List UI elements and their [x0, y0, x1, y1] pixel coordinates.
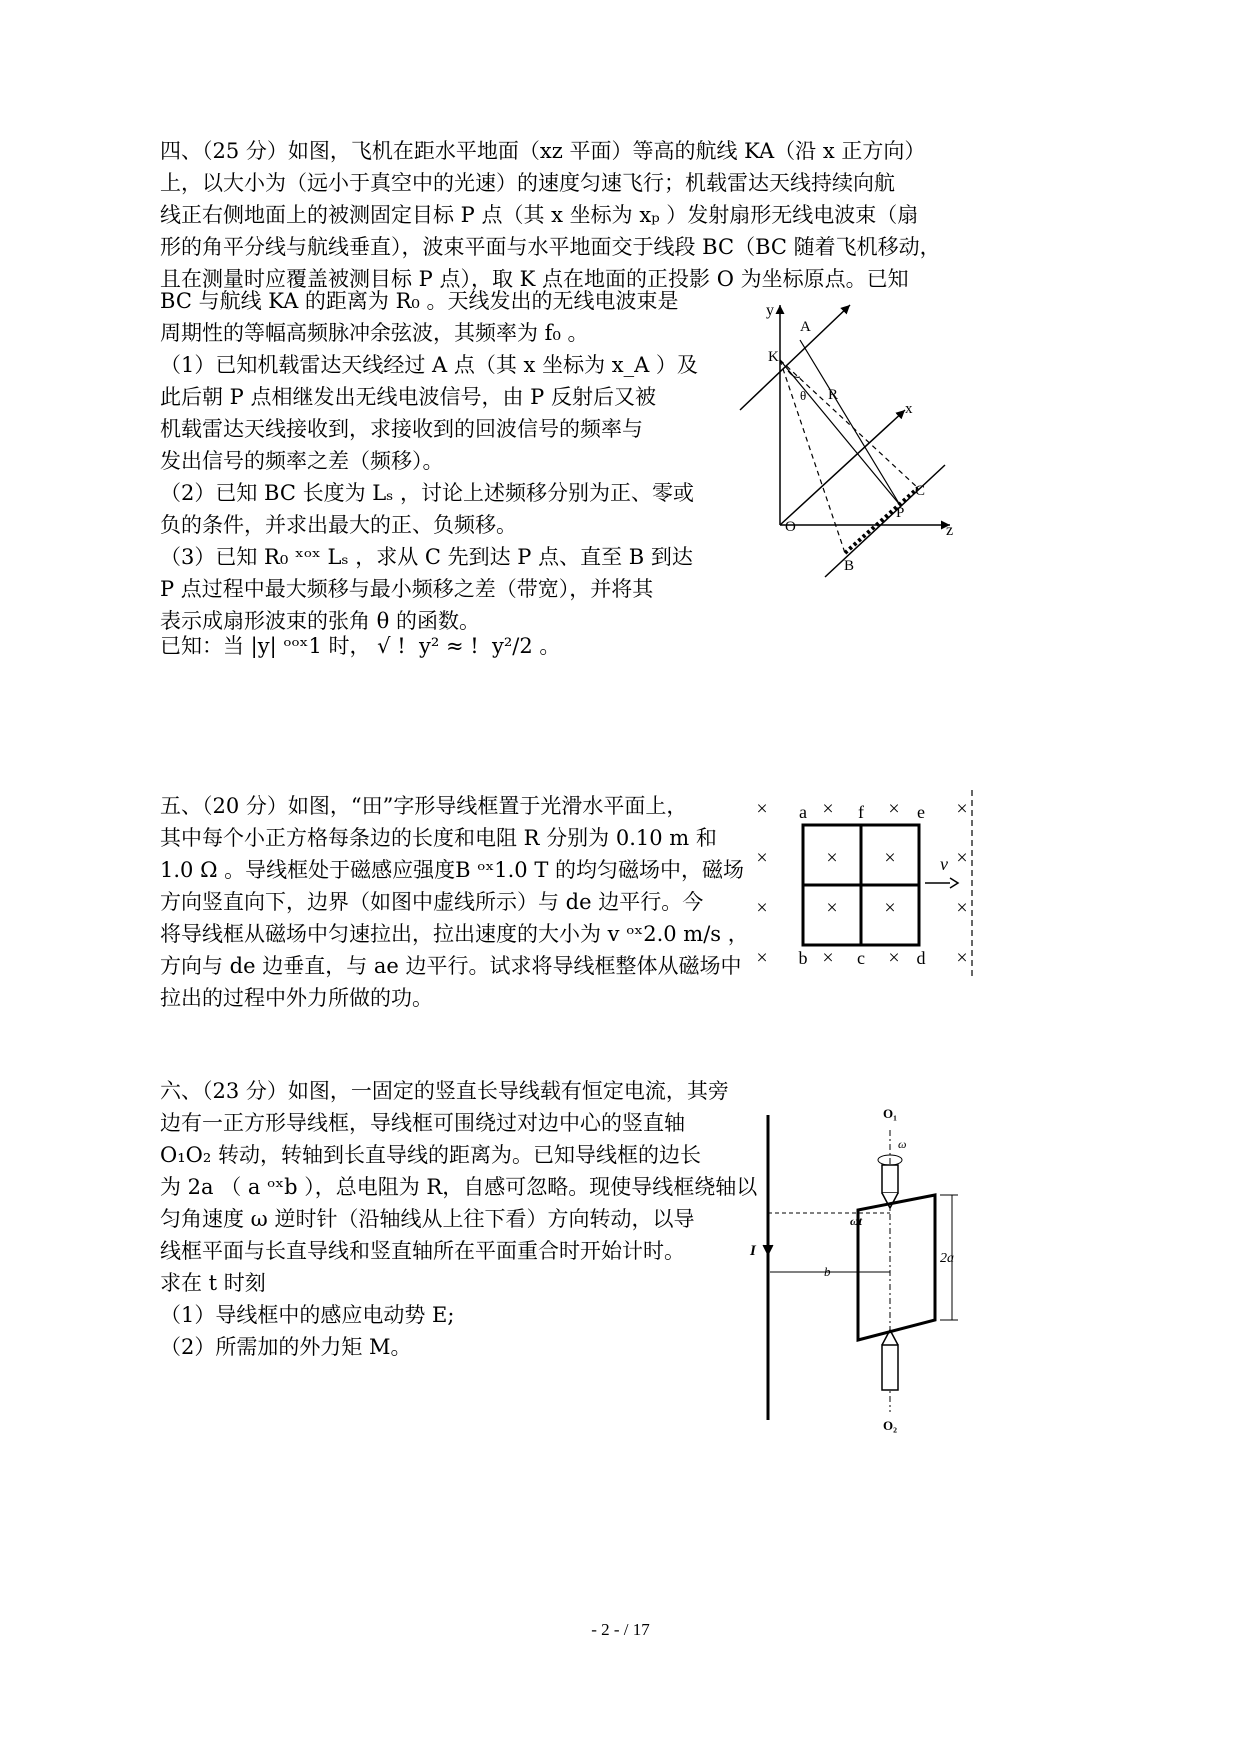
q4-line: 且在测量时应覆盖被测目标 P 点），取 K 点在地面的正投影 O 为坐标原点。已知 — [160, 267, 909, 291]
q5-line: 其中每个小正方格每条边的长度和电阻 R 分别为 0.10 m 和 — [160, 826, 717, 850]
cross-mark: × — [756, 798, 768, 820]
q4-line: 线正右侧地面上的被测固定目标 P 点（其 x 坐标为 xₚ ）发射扇形无线电波束（扇 — [160, 203, 919, 227]
cross-mark: × — [888, 947, 900, 969]
label-b: b — [824, 1264, 831, 1279]
q6-line: 求在 t 时刻 — [160, 1271, 266, 1295]
cross-mark: × — [888, 798, 900, 820]
q5-line: 将导线框从磁场中匀速拉出，拉出速度的大小为 v ᵒˣ2.0 m/s ， — [160, 922, 749, 946]
label-b: B — [844, 558, 855, 574]
q6-line: （2）所需加的外力矩 M。 — [160, 1335, 412, 1359]
label-b: b — [798, 948, 808, 968]
label-f: f — [858, 802, 864, 822]
bottom-holder — [882, 1345, 898, 1390]
q6-line: （1）导线框中的感应电动势 E; — [160, 1303, 455, 1327]
q4-line: BC 与航线 KA 的距离为 R₀ 。天线发出的无线电波束是 — [160, 289, 679, 313]
q5-text — [160, 790, 749, 1014]
q6-line: O₁O₂ 转动，转轴到长直导线的距离为。已知导线框的边长 — [160, 1143, 701, 1167]
label-x: x — [905, 401, 913, 417]
label-c: c — [857, 948, 865, 968]
current-arrowhead — [763, 1245, 773, 1255]
label-theta: θ — [800, 388, 807, 403]
label-o2: O₂ — [883, 1418, 898, 1433]
q6-line: 匀角速度 ω 逆时针（沿轴线从上往下看）方向转动，以导 — [160, 1207, 695, 1231]
q6-line: 边有一正方形导线框，导线框可围绕过对边中心的竖直轴 — [160, 1111, 685, 1135]
q4-line: 四、（25 分）如图，飞机在距水平地面（xz 平面）等高的航线 KA（沿 x 正方向） — [160, 139, 926, 163]
q4-line: 上，以大小为（远小于真空中的光速）的速度匀速飞行；机载雷达天线持续向航 — [160, 171, 895, 195]
cross-mark: × — [822, 798, 834, 820]
q5-line: 五、（20 分）如图，“田”字形导线框置于光滑水平面上， — [160, 794, 688, 818]
label-o1: O₁ — [883, 1106, 898, 1121]
q6-line: 线框平面与长直导线和竖直轴所在平面重合时开始计时。 — [160, 1239, 685, 1263]
label-2a: 2a — [940, 1251, 954, 1266]
label-v: v — [940, 854, 948, 874]
label-r: R — [828, 387, 839, 403]
q4-line: （3）已知 R₀ ˣᵒˣ Lₛ ，求从 C 先到达 P 点、直至 B 到达 — [160, 545, 693, 569]
label-c: C — [915, 483, 926, 499]
label-i: I — [750, 1243, 756, 1259]
cross-mark: × — [956, 897, 968, 919]
velocity-arrowhead — [950, 878, 958, 888]
page-number: - 2 - / 17 — [591, 1620, 650, 1639]
q5-line: 方向与 de 边垂直，与 ae 边平行。试求将导线框整体从磁场中 — [160, 954, 742, 978]
top-holder — [882, 1165, 898, 1193]
label-z: z — [946, 522, 954, 539]
cross-mark: × — [956, 798, 968, 820]
label-a: a — [799, 802, 807, 822]
cross-mark: × — [884, 897, 896, 919]
label-k: K — [768, 349, 779, 365]
q6-loop-diagram — [740, 1100, 980, 1440]
square-loop — [858, 1195, 935, 1340]
q4-line: 此后朝 P 点相继发出无线电波信号，由 P 反射后又被 — [160, 385, 656, 409]
label-d: d — [916, 948, 926, 968]
q4-line: 机载雷达天线接收到，求接收到的回波信号的频率与 — [160, 417, 643, 441]
segment-bc — [845, 488, 918, 553]
q5-frame-diagram — [740, 790, 980, 980]
q5-line: 方向竖直向下，边界（如图中虚线所示）与 de 边平行。今 — [160, 890, 704, 914]
q6-loop-figure — [740, 1100, 980, 1440]
ground-line-bc — [825, 465, 945, 577]
q6-line: 六、（23 分）如图，一固定的竖直长导线载有恒定电流，其旁 — [160, 1079, 729, 1103]
q4-radar-figure — [730, 295, 970, 585]
q4-line: （1）已知机载雷达天线经过 A 点（其 x 坐标为 x_A ）及 — [160, 353, 698, 377]
q4-line: 形的角平分线与航线垂直），波束平面与水平地面交于线段 BC（BC 随着飞机移动， — [160, 235, 941, 259]
q4-line: （2）已知 BC 长度为 Lₛ ，讨论上述频移分别为正、零或 — [160, 481, 694, 505]
q4-text-full — [160, 135, 941, 295]
q4-text-left — [160, 285, 698, 637]
cross-mark: × — [826, 897, 838, 919]
q5-line: 1.0 Ω 。导线框处于磁感应强度B ᵒˣ1.0 T 的均匀磁场中，磁场 — [160, 858, 745, 882]
q4-line: 周期性的等幅高频脉冲余弦波，其频率为 f₀ 。 — [160, 321, 589, 345]
q5-frame-figure — [740, 790, 980, 980]
x-axis — [780, 410, 905, 525]
q4-line: 发出信号的频率之差（频移）。 — [160, 449, 444, 473]
beam-line-ap — [800, 340, 900, 505]
label-omega: ω — [898, 1137, 907, 1151]
label-p: P — [896, 505, 905, 521]
cross-mark: × — [884, 847, 896, 869]
q4-line: 表示成扇形波束的张角 θ 的函数。 — [160, 609, 480, 633]
cross-mark: × — [756, 897, 768, 919]
label-a: A — [800, 319, 811, 335]
q6-line: 为 2a （ a ᵒˣb ），总电阻为 R，自感可忽略。现使导线框绕轴以 — [160, 1175, 758, 1199]
cross-mark: × — [756, 847, 768, 869]
cross-mark: × — [826, 847, 838, 869]
label-omegat: ωt — [850, 1214, 863, 1228]
label-o: O — [785, 519, 796, 535]
q6-text — [160, 1075, 757, 1363]
beam-line-kc — [780, 360, 918, 488]
cross-mark: × — [756, 947, 768, 969]
beam-line-kp — [780, 360, 900, 505]
q4-known-line: 已知：当 |y| ᵒᵒˣ1 时， √ ! y² ≈ ! y²/2 。 — [160, 634, 561, 658]
cross-mark: × — [956, 947, 968, 969]
label-e: e — [917, 802, 925, 822]
cross-mark: × — [822, 947, 834, 969]
q4-line: 负的条件，并求出最大的正、负频移。 — [160, 513, 517, 537]
q4-line: P 点过程中最大频移与最小频移之差（带宽），并将其 — [160, 577, 654, 601]
q4-radar-diagram — [730, 295, 970, 585]
q5-line: 拉出的过程中外力所做的功。 — [160, 986, 433, 1010]
label-y: y — [766, 302, 774, 319]
q4-known-formula — [160, 630, 560, 662]
cross-mark: × — [956, 847, 968, 869]
